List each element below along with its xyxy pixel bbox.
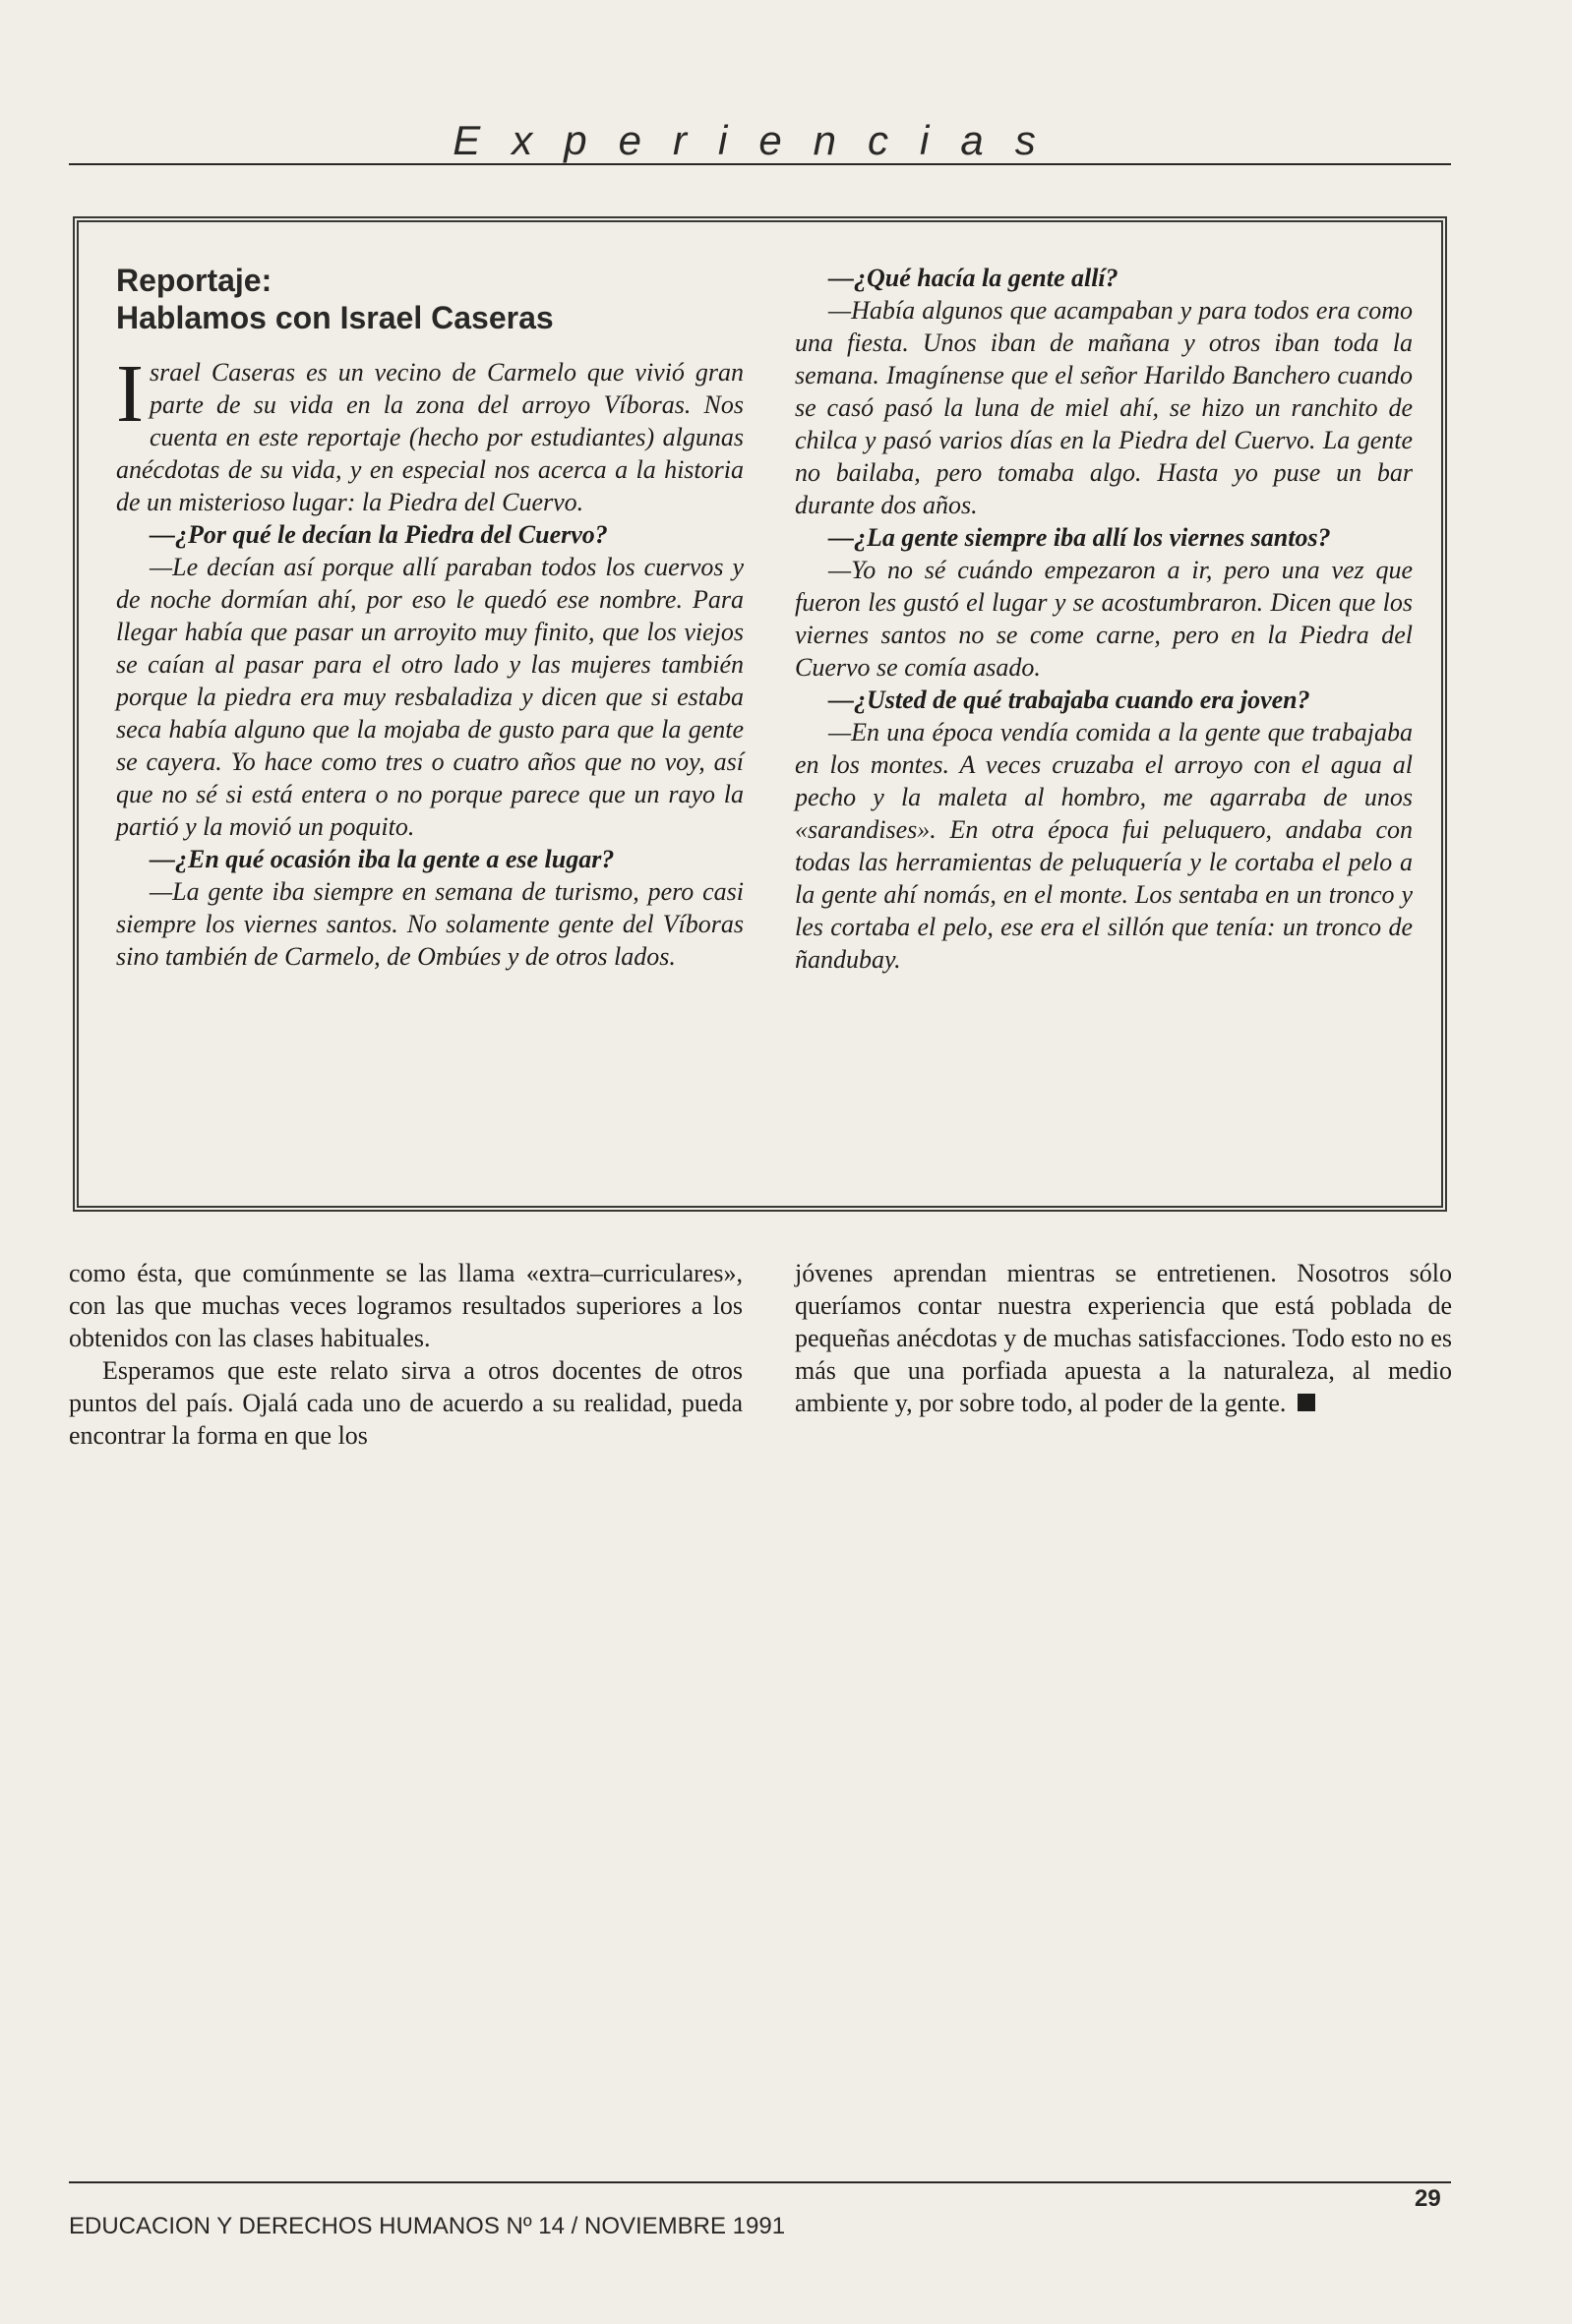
box-title [116,262,744,336]
intro-text: srael Caseras es un vecino de Carmelo que vivió gran parte de su vida en la zona del arroyo Víboras. Nos cuenta en este reportaje (hecho por estudiantes) algunas anécdotas de su vida, y en especial nos acerca a la historia de un misterioso lugar: la Piedra del Cuervo. [116,358,744,516]
body-paragraph-3 [795,1257,1452,1419]
body-paragraph-3-text: jóvenes aprendan mientras se entretienen. Nosotros sólo queríamos contar nuestra experiencia que está poblada de pequeñas anécdotas y de muchas satisfacciones. Todo esto no es más que una porfiada apuesta a la naturaleza, al medio ambiente y, por sobre todo, al poder de la gente. [795,1259,1452,1417]
box-right-column [795,262,1413,976]
answer-1: —Le decían así porque allí paraban todos los cuervos y de noche dormían ahí, por eso le quedó ese nombre. Para llegar había que pasar un arroyito muy finito, que los viejos se caían al pasar para el otro lado y las mujeres también porque la piedra era muy resbaladiza y dicen que si estaba seca había alguno que la mojaba de gusto para que la gente se cayera. Yo hace como tres o cuatro años que no voy, así que no sé si está entera o no porque parece que un rayo la partió y la movió un poquito. [116,553,744,841]
body-left-column [69,1257,743,1452]
footer-rule [69,2181,1451,2183]
interview-box [73,216,1447,1212]
question-1: —¿Por qué le decían la Piedra del Cuervo? [150,520,608,549]
answer-4: —Yo no sé cuándo empezaron a ir, pero una vez que fueron les gustó el lugar y se acostumbraron. Dicen que los viernes santos no se come carne, pero en la Piedra del Cuervo se comía asado. [795,556,1413,682]
intro-paragraph [116,348,744,518]
body-right-column [795,1257,1452,1419]
end-of-article-square-icon [1298,1394,1315,1411]
question-2: —¿En qué ocasión iba la gente a ese lugar? [150,845,615,873]
section-title: Experiencias [453,117,1067,163]
question-5: —¿Usted de qué trabajaba cuando era joven? [828,685,1310,714]
answer-2: —La gente iba siempre en semana de turismo, pero casi siempre los viernes santos. No solamente gente del Víboras sino también de Carmelo, de Ombúes y de otros lados. [116,877,744,971]
question-4: —¿La gente siempre iba allí los viernes santos? [828,523,1331,552]
box-title-line-1: Reportaje: [116,263,272,298]
section-header [69,116,1451,175]
page-number: 29 [1415,2185,1441,2212]
box-left-column [116,262,744,973]
box-title-line-2: Hablamos con Israel Caseras [116,300,554,335]
body-paragraph-1: como ésta, que comúnmente se las llama «extra–curriculares», con las que muchas veces logramos resultados superiores a los obtenidos con las clases habituales. [69,1259,743,1352]
drop-cap: I [116,348,144,440]
publication-footer: EDUCACION Y DERECHOS HUMANOS Nº 14 / NOVIEMBRE 1991 [69,2213,786,2239]
answer-3: —Había algunos que acampaban y para todos era como una fiesta. Unos iban de mañana y otros iban toda la semana. Imagínense que el señor Harildo Banchero cuando se casó pasó la luna de miel ahí, se hizo un ranchito de chilca y pasó varios días en la Piedra del Cuervo. La gente no bailaba, pero tomaba algo. Hasta yo puse un bar durante dos años. [795,296,1413,519]
question-3: —¿Qué hacía la gente allí? [828,264,1119,292]
body-paragraph-2: Esperamos que este relato sirva a otros docentes de otros puntos del país. Ojalá cada uno de acuerdo a su realidad, pueda encontrar la forma en que los [69,1356,743,1450]
answer-5: —En una época vendía comida a la gente que trabajaba en los montes. A veces cruzaba el arroyo con el agua al pecho y la maleta al hombro, me agarraba de unos «sarandises». En otra época fui peluquero, andaba con todas las herramientas de peluquería y le cortaba el pelo a la gente ahí nomás, en el monte. Los sentaba en un tronco y les cortaba el pelo, ese era el sillón que tenía: un tronco de ñandubay. [795,718,1413,974]
